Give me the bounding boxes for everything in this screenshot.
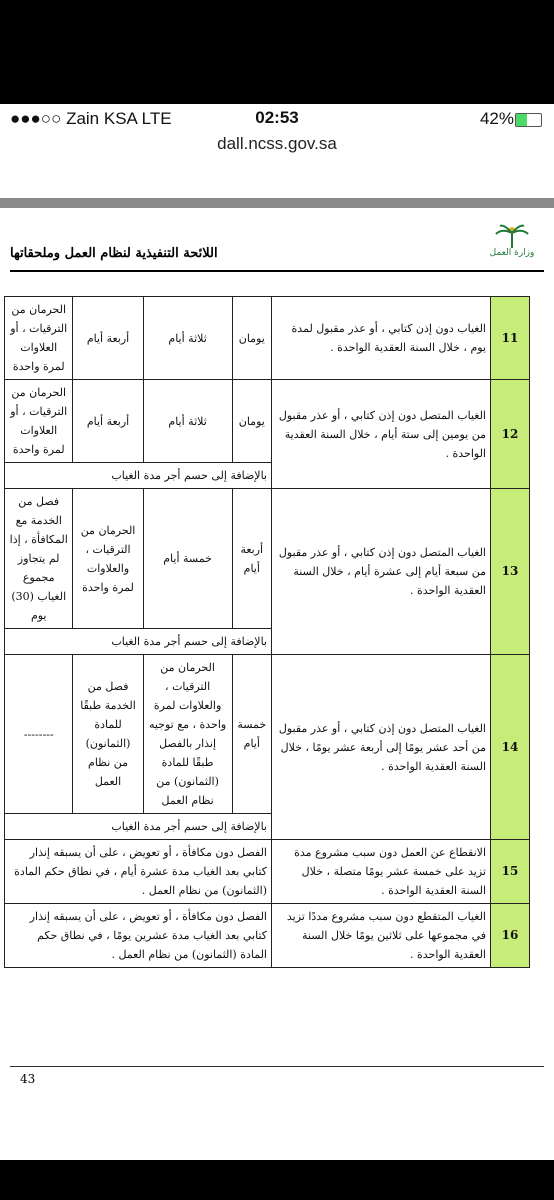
penalty-4: فصل من الخدمة مع المكافأة ، إذا لم يتجاوز مجموع الغياب (30) يوم bbox=[5, 489, 73, 629]
ministry-logo bbox=[486, 222, 538, 266]
table-row bbox=[5, 489, 530, 629]
table-row bbox=[5, 297, 530, 380]
battery-icon bbox=[515, 113, 542, 127]
violation-text: الغياب المتصل دون إذن كتابي ، أو عذر مقبول من سبعة أيام إلى عشرة أيام ، خلال السنة العقدية الواحدة . bbox=[272, 489, 491, 655]
row-note: بالإضافة إلى حسم أجر مدة الغياب bbox=[5, 814, 272, 840]
carrier-label: ●●●○○ Zain KSA LTE bbox=[10, 109, 172, 128]
divider bbox=[0, 198, 554, 208]
violation-text: الغياب المتصل دون إذن كتابي ، أو عذر مقبول من أحد عشر يومًا إلى أربعة عشر يومًا ، خلال السنة العقدية الواحدة . bbox=[272, 655, 491, 840]
penalty-1: خمسة أيام bbox=[232, 655, 271, 814]
penalty-merged: الفصل دون مكافأة ، أو تعويض ، على أن يسبقه إنذار كتابي بعد الغياب مدة عشرين يومًا ، في نطاق حكم المادة (الثمانون) من نظام العمل . bbox=[5, 904, 272, 968]
violation-text: الغياب المتصل دون إذن كتابي ، أو عذر مقبول من يومين إلى ستة أيام ، خلال السنة العقدية الواحدة . bbox=[272, 380, 491, 489]
row-number: 13 bbox=[491, 489, 530, 655]
status-bar bbox=[0, 104, 554, 134]
document-title: اللائحة التنفيذية لنظام العمل وملحقاتها bbox=[10, 246, 218, 261]
violation-text: الغياب دون إذن كتابي ، أو عذر مقبول لمدة يوم ، خلال السنة العقدية الواحدة . bbox=[272, 297, 491, 380]
row-note: بالإضافة إلى حسم أجر مدة الغياب bbox=[5, 463, 272, 489]
url-bar[interactable] bbox=[0, 134, 554, 160]
penalty-3: أربعة أيام bbox=[73, 380, 143, 463]
penalty-3: فصل من الخدمة طبقًا للمادة (الثمانون) من نظام العمل bbox=[73, 655, 143, 814]
row-number: 12 bbox=[491, 380, 530, 489]
table-row bbox=[5, 904, 530, 968]
web-page bbox=[0, 160, 554, 1160]
palm-icon bbox=[492, 222, 532, 248]
penalty-2: ثلاثة أيام bbox=[143, 297, 232, 380]
table-row bbox=[5, 655, 530, 814]
row-number: 14 bbox=[491, 655, 530, 840]
violation-text: الغياب المتقطع دون سبب مشروع مددًا تزيد في مجموعها على ثلاثين يومًا خلال السنة العقدية الواحدة . bbox=[272, 904, 491, 968]
penalty-3: أربعة أيام bbox=[73, 297, 143, 380]
document-header bbox=[10, 242, 544, 272]
battery-percent: 42% bbox=[479, 109, 514, 128]
row-note: بالإضافة إلى حسم أجر مدة الغياب bbox=[5, 629, 272, 655]
penalty-1: يومان bbox=[232, 297, 271, 380]
table-row bbox=[5, 380, 530, 463]
penalty-merged: الفصل دون مكافأة ، أو تعويض ، على أن يسبقه إنذار كتابي بعد الغياب مدة عشرة أيام ، في نطاق حكم المادة (الثمانون) من نظام العمل . bbox=[5, 840, 272, 904]
penalties-table bbox=[4, 296, 530, 968]
page-footer-line bbox=[10, 1066, 544, 1067]
logo-text: وزارة العمل bbox=[489, 248, 535, 258]
row-number: 11 bbox=[491, 297, 530, 380]
row-number: 15 bbox=[491, 840, 530, 904]
penalty-4: الحرمان من الترقيات ، أو العلاوات لمرة واحدة bbox=[5, 297, 73, 380]
penalty-1: يومان bbox=[232, 380, 271, 463]
penalty-2: خمسة أيام bbox=[143, 489, 232, 629]
clock: 02:53 bbox=[255, 108, 299, 127]
violation-text: الانقطاع عن العمل دون سبب مشروع مدة تزيد على خمسة عشر يومًا متصلة ، خلال السنة العقدية الواحدة . bbox=[272, 840, 491, 904]
penalty-2: ثلاثة أيام bbox=[143, 380, 232, 463]
penalty-4: -------- bbox=[5, 655, 73, 814]
penalty-1: أربعة أيام bbox=[232, 489, 271, 629]
url-text: dall.ncss.gov.sa bbox=[217, 134, 337, 153]
penalty-3: الحرمان من الترقيات ، والعلاوات لمرة واحدة bbox=[73, 489, 143, 629]
row-number: 16 bbox=[491, 904, 530, 968]
table-row bbox=[5, 840, 530, 904]
page-number: 43 bbox=[20, 1072, 36, 1086]
penalty-4: الحرمان من الترقيات ، أو العلاوات لمرة واحدة bbox=[5, 380, 73, 463]
penalty-2: الحرمان من الترقيات ، والعلاوات لمرة واحدة ، مع توجيه إنذار بالفصل طبقًا للمادة (الثمانون) من نظام العمل bbox=[143, 655, 232, 814]
